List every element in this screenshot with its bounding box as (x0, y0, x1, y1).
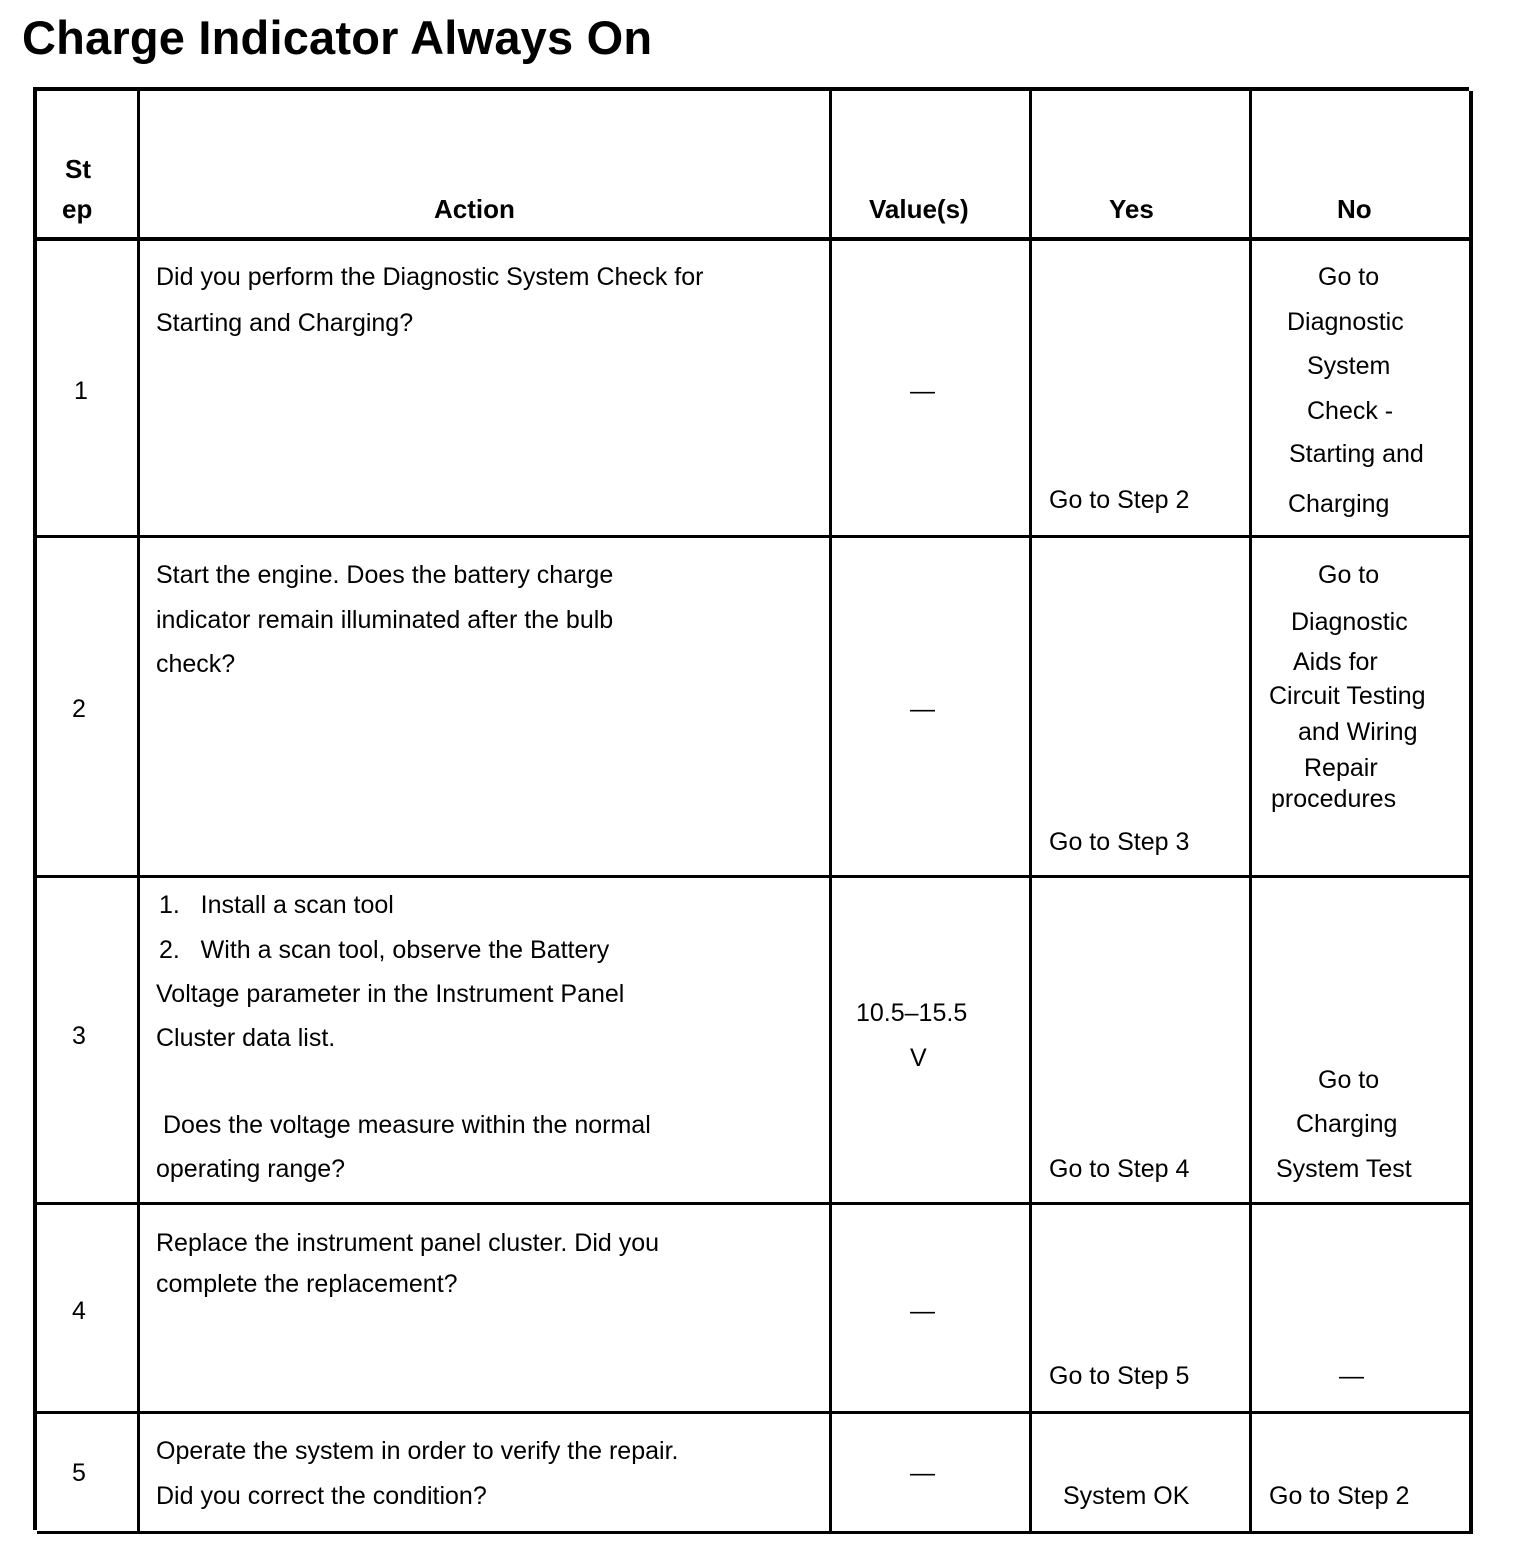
header-step-cell (37, 91, 140, 241)
row-3-step-cell (37, 878, 140, 1205)
row-1-action-line-1: Did you perform the Diagnostic System Check for (156, 263, 704, 291)
row-1-no-line-4: Check - (1307, 397, 1394, 425)
row-2-value: — (910, 695, 935, 723)
row-1-action-cell (140, 241, 832, 538)
row-3-no-line-1: Go to (1318, 1066, 1380, 1094)
row-2-step-cell (37, 538, 140, 878)
row-4-yes: Go to Step 5 (1049, 1362, 1190, 1390)
row-2-no-line-4: Circuit Testing (1269, 682, 1426, 710)
row-1-yes-cell (1032, 241, 1252, 538)
row-2-value-cell (832, 538, 1032, 878)
row-3-no-cell (1252, 878, 1473, 1205)
row-3-value-cell (832, 878, 1032, 1205)
row-2-no-line-1: Go to (1318, 561, 1380, 589)
row-3-action-cell (140, 878, 832, 1205)
row-5-action-line-2: Did you correct the condition? (156, 1482, 487, 1510)
row-3-no-line-2: Charging (1296, 1110, 1398, 1138)
row-3-step: 3 (72, 1022, 86, 1050)
row-4-no-cell (1252, 1205, 1473, 1414)
row-2-action-line-2: indicator remain illuminated after the bulb (156, 606, 614, 634)
row-4-step-cell (37, 1205, 140, 1414)
row-2-no-line-2: Diagnostic (1291, 608, 1408, 636)
row-5-step-cell (37, 1414, 140, 1534)
row-1-no-line-5: Starting and (1289, 440, 1424, 468)
row-3-no-line-3: System Test (1276, 1155, 1412, 1183)
header-action: Action (434, 194, 515, 224)
diagnostic-table (33, 87, 1469, 1530)
header-step-line-2: ep (62, 194, 93, 224)
row-3-value-line-1: 10.5–15.5 (856, 999, 968, 1027)
row-2-no-line-5: and Wiring (1298, 718, 1418, 746)
row-1-step: 1 (74, 377, 88, 405)
row-2-yes: Go to Step 3 (1049, 828, 1190, 856)
header-step-line-1: St (65, 154, 91, 184)
row-1-no-line-2: Diagnostic (1287, 308, 1404, 336)
row-1-no-line-6: Charging (1288, 490, 1390, 518)
header-values-cell (832, 91, 1032, 241)
row-3-question-line-1: Does the voltage measure within the normal (163, 1111, 651, 1139)
row-4-step: 4 (72, 1297, 86, 1325)
row-1-step-cell (37, 241, 140, 538)
row-3-action-line-2: Cluster data list. (156, 1024, 336, 1052)
row-3-yes: Go to Step 4 (1049, 1155, 1190, 1183)
row-1-no-line-1: Go to (1318, 263, 1380, 291)
row-5-value-cell (832, 1414, 1032, 1534)
row-2-no-cell (1252, 538, 1473, 878)
row-2-yes-cell (1032, 538, 1252, 878)
row-2-step: 2 (72, 695, 86, 723)
row-3-yes-cell (1032, 878, 1252, 1205)
page-title: Charge Indicator Always On (22, 11, 653, 64)
row-5-yes: System OK (1063, 1482, 1190, 1510)
row-3-question-line-2: operating range? (156, 1155, 346, 1183)
row-5-action-line-1: Operate the system in order to verify the repair. (156, 1437, 679, 1465)
row-4-value-cell (832, 1205, 1032, 1414)
row-4-action-line-2: complete the replacement? (156, 1270, 458, 1298)
header-yes-cell (1032, 91, 1252, 241)
row-2-no-line-3: Aids for (1293, 648, 1378, 676)
header-yes: Yes (1109, 194, 1154, 224)
row-2-action-line-1: Start the engine. Does the battery charge (156, 561, 614, 589)
row-5-value: — (910, 1459, 935, 1487)
row-1-no-line-3: System (1307, 352, 1391, 380)
row-4-yes-cell (1032, 1205, 1252, 1414)
header-no: No (1337, 194, 1372, 224)
header-no-cell (1252, 91, 1473, 241)
row-1-value: — (910, 377, 935, 405)
row-1-action-line-2: Starting and Charging? (156, 309, 414, 337)
row-5-no: Go to Step 2 (1269, 1482, 1410, 1510)
row-2-no-line-6: Repair (1304, 754, 1378, 782)
row-1-no-cell (1252, 241, 1473, 538)
row-5-no-cell (1252, 1414, 1473, 1534)
row-3-action-list-2: 2. With a scan tool, observe the Battery (159, 936, 610, 964)
row-5-action-cell (140, 1414, 832, 1534)
row-3-action-list-1: 1. Install a scan tool (159, 891, 394, 919)
row-1-value-cell (832, 241, 1032, 538)
header-values: Value(s) (869, 194, 969, 224)
row-2-action-cell (140, 538, 832, 878)
header-action-cell (140, 91, 832, 241)
row-2-action-line-3: check? (156, 650, 236, 678)
row-4-action-cell (140, 1205, 832, 1414)
row-2-no-line-7: procedures (1271, 785, 1397, 813)
row-5-yes-cell (1032, 1414, 1252, 1534)
row-4-value: — (910, 1297, 935, 1325)
row-3-value-line-2: V (910, 1044, 927, 1072)
row-4-action-line-1: Replace the instrument panel cluster. Did you (156, 1229, 660, 1257)
row-4-no: — (1339, 1362, 1364, 1390)
row-1-yes: Go to Step 2 (1049, 486, 1190, 514)
row-5-step: 5 (72, 1459, 86, 1487)
row-3-action-line-1: Voltage parameter in the Instrument Panel (156, 980, 625, 1008)
